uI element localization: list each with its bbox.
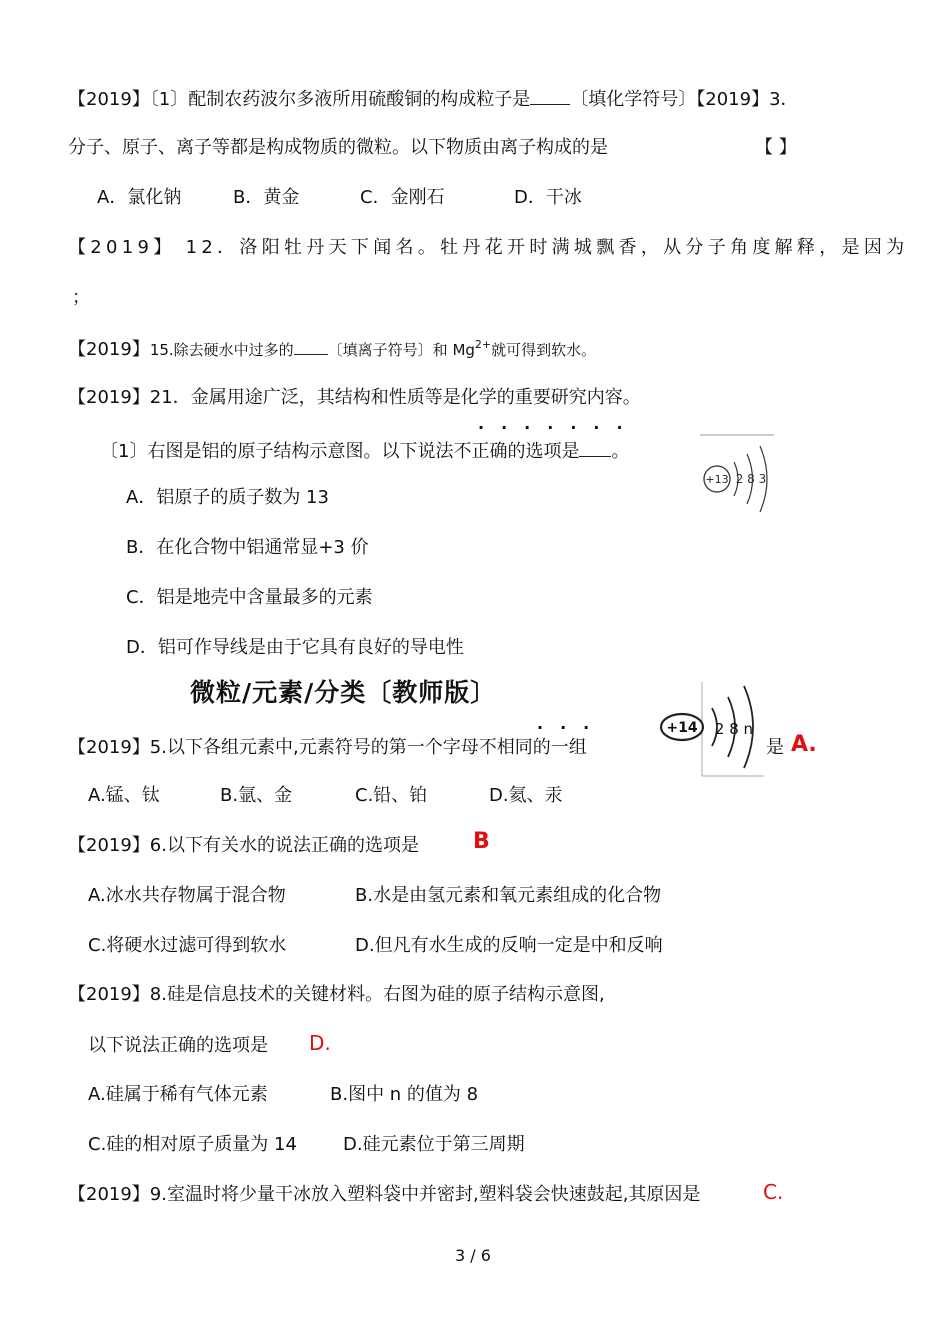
q-line-1 [68, 86, 799, 112]
emphasis-dots: ······· [478, 418, 640, 437]
option-b: B．在化合物中铝通常显+3 价 [126, 537, 369, 558]
option-d: D.硅元素位于第三周期 [343, 1134, 525, 1155]
q-text: 15.除去硬水中过多的 [149, 341, 294, 359]
q-tag: 【2019】 [68, 339, 150, 360]
si-nucleus-label: +14 [666, 720, 698, 736]
q6-text: 【2019】6.以下有关水的说法正确的选项是 [68, 835, 419, 856]
option-d: D.但凡有水生成的反响一定是中和反响 [355, 935, 663, 956]
q5-answer: A. [791, 732, 817, 757]
q9-answer: C. [763, 1180, 784, 1204]
option-c: C.铅、铂 [355, 785, 428, 806]
option-c: C.硅的相对原子质量为 14 [88, 1134, 297, 1155]
q-text: 【2019】〔1〕配制农药波尔多液所用硫酸铜的构成粒子是 [68, 89, 531, 110]
q8-answer: D. [309, 1031, 331, 1055]
q-line-7: 【2019】21．金属用途广泛，其结构和性质等是化学的重要研究内容。 [68, 387, 641, 408]
option-b: B.图中 n 的值为 8 [330, 1084, 479, 1105]
silicon-atom-diagram [656, 680, 766, 778]
aluminum-atom-diagram [698, 432, 776, 520]
answer-blank [579, 438, 611, 457]
q-text: 就可得到软水。 [491, 341, 597, 359]
option-d: D.氦、汞 [489, 785, 563, 806]
si-shells-label: 2 8 n [714, 720, 754, 738]
emphasis-dots: ··· [537, 718, 607, 737]
q8-text-2: 以下说法正确的选项是 [88, 1035, 268, 1056]
q6-answer: B [473, 829, 490, 854]
q-text: 〔填离子符号〕和 Mg [327, 341, 475, 359]
option-d: D．铝可作导线是由于它具有良好的导电性 [126, 637, 464, 658]
option-b: B．黄金 [233, 187, 300, 208]
q-line-6 [68, 336, 596, 362]
q-line-8 [100, 438, 629, 464]
answer-blank [294, 336, 328, 355]
q-text: 〔填化学符号〕【2019】3． [570, 89, 799, 110]
q5-text: 【2019】5.以下各组元素中,元素符号的第一个字母不相同的一组 [68, 737, 587, 758]
section-title: 微粒/元素/分类〔教师版〕 [190, 678, 497, 707]
option-c: C.将硬水过滤可得到软水 [88, 935, 287, 956]
page-number: 3 / 6 [455, 1246, 491, 1265]
q-line-2 [68, 136, 608, 160]
q9-text: 【2019】9.室温时将少量干冰放入塑料袋中并密封,塑料袋会快速鼓起,其原因是 [68, 1184, 701, 1205]
option-b: B.水是由氢元素和氧元素组成的化合物 [355, 885, 662, 906]
option-a: A．铝原子的质子数为 13 [126, 487, 329, 508]
answer-bracket: 【 】 [755, 137, 797, 158]
q5-shi: 是 [766, 737, 784, 758]
answer-blank [530, 86, 570, 105]
al-shells-label: 2 8 3 [735, 472, 767, 486]
option-a: A.锰、钛 [88, 785, 160, 806]
q-text: 。 [611, 441, 630, 462]
q-text: 〔1〕右图是铝的原子结构示意图。以下说法不正确的选项是 [100, 441, 580, 462]
option-a: A．氯化钠 [97, 187, 182, 208]
option-d: D．干冰 [514, 187, 582, 208]
option-c: C．铝是地壳中含量最多的元素 [126, 587, 373, 608]
q-line-5: ； [72, 287, 90, 308]
option-b: B.氩、金 [220, 785, 293, 806]
charge-superscript: 2+ [474, 338, 492, 351]
option-c: C．金刚石 [360, 187, 445, 208]
al-nucleus-label: +13 [705, 473, 729, 486]
q-line-4: 【2019】 12．洛阳牡丹天下闻名。牡丹花开时满城飘香，从分子角度解释，是因为 [68, 237, 909, 258]
option-a: A.硅属于稀有气体元素 [88, 1084, 268, 1105]
option-a: A.冰水共存物属于混合物 [88, 885, 286, 906]
q-text: 分子、原子、离子等都是构成物质的微粒。以下物质由离子构成的是 [68, 137, 608, 158]
q8-text: 【2019】8.硅是信息技术的关键材料。右图为硅的原子结构示意图, [68, 984, 605, 1005]
